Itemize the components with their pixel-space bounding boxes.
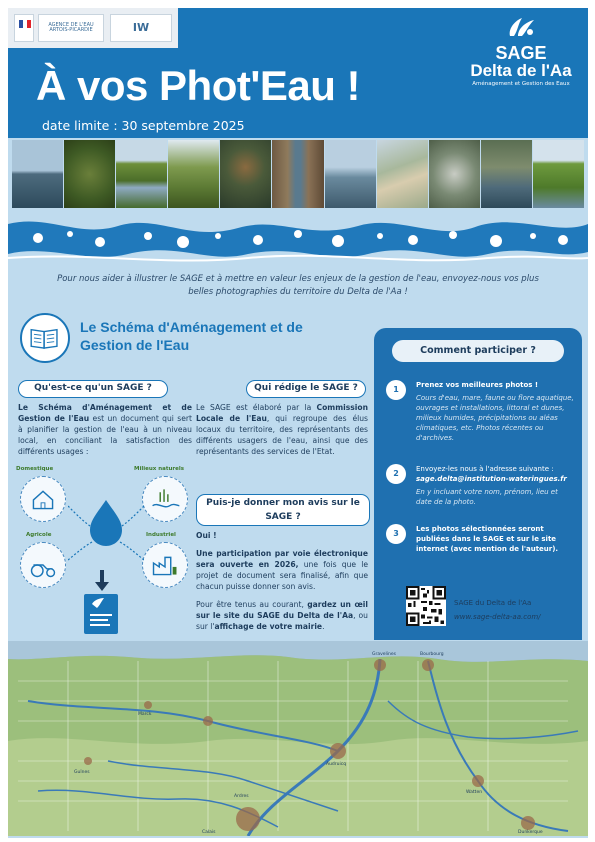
q3-p3c: . — [322, 622, 325, 631]
iw-logo-text: IW — [132, 20, 150, 34]
q3-p3 — [196, 599, 368, 632]
sage-logo — [466, 16, 576, 86]
photo-grebe — [220, 140, 271, 208]
photo-marais — [168, 140, 219, 208]
q3-p2-rest: une fois que le projet de document sera finalisé, afin que chacun puisse donner son avis. — [196, 560, 368, 591]
photo-heron — [429, 140, 480, 208]
q3-p3-bold: gardez un œil sur le site du SAGE du Delta de l'Aa — [196, 600, 368, 620]
website-url[interactable]: www.sage-delta-aa.com/ — [454, 613, 541, 621]
q2-text — [196, 402, 368, 457]
map-label-ardres: Ardres — [234, 794, 249, 799]
territory-map — [8, 641, 588, 836]
q2-text-bold: Commission Locale de l'Eau — [196, 403, 368, 423]
water-drop-icon — [68, 496, 144, 566]
iw-logo — [110, 14, 172, 42]
use-label-agricole: Agricole — [26, 532, 52, 538]
book-icon — [20, 313, 70, 363]
q1-text-rest: est un document qui sert à planifier la gestion de l'eau à un niveau local, en conciliant la satisfaction des différents usages : — [18, 414, 192, 456]
section-title: Le Schéma d'Aménagement et de Gestion de l'Eau — [80, 319, 303, 353]
step-1-lead: Prenez vos meilleures photos ! — [416, 381, 539, 389]
nature-icon — [142, 476, 188, 522]
q2-text-b: , qui regroupe des élus locaux du territoire, des représentants des différents usagers de l'eau, ainsi que des représentants des services de l'Etat. — [196, 414, 368, 456]
map-label-audruicq: Audruicq — [326, 762, 347, 767]
website-label: SAGE du Delta de l'Aa — [454, 599, 532, 607]
photo-bateaux — [325, 140, 376, 208]
q1-text — [18, 402, 192, 457]
photo-ecluse — [481, 140, 532, 208]
q3-p3b: , ou sur l' — [196, 611, 368, 631]
use-label-industriel: Industriel — [146, 532, 176, 538]
industry-icon — [142, 542, 188, 588]
intro-text: Pour nous aider à illustrer le SAGE et à mettre en valeur les enjeux de la gestion de l'eau, envoyez-nous vos plus belles photographies du territoire du Delta de l'Aa ! — [57, 274, 539, 297]
participation-title: Comment participer ? — [392, 340, 564, 362]
step-3 — [416, 524, 574, 554]
agriculture-icon — [20, 542, 66, 588]
q3-p2-bold: Une participation par voie électronique sera ouverte en 2026, — [196, 549, 368, 569]
q2-text-a: Le SAGE est élaboré par la — [196, 403, 317, 412]
photo-port — [12, 140, 63, 208]
qr-code[interactable] — [406, 586, 446, 626]
website-caption — [454, 596, 584, 624]
step-1-number: 1 — [386, 380, 406, 400]
deadline: date limite : 30 septembre 2025 — [42, 118, 245, 133]
q1-text-bold: Le Schéma d'Aménagement et de Gestion de l'Eau — [18, 403, 192, 423]
step-2-lead: Envoyez-les nous à l'adresse suivante : — [416, 465, 554, 473]
q1-title: Qu'est-ce qu'un SAGE ? — [18, 380, 168, 398]
photo-libellule — [64, 140, 115, 208]
q3-title: Puis-je donner mon avis sur le SAGE ? — [196, 494, 370, 526]
photo-littoral — [377, 140, 428, 208]
water-uses-diagram — [16, 466, 196, 636]
use-label-domestique: Domestique — [16, 466, 54, 472]
map-label-dunkerque: Dunkerque — [518, 830, 543, 835]
map-label-marck: Marck — [138, 712, 152, 717]
wave-ornament — [8, 208, 588, 268]
q3-p3-bold2: affichage de votre mairie — [214, 622, 323, 631]
step-2-note: En y incluant votre nom, prénom, lieu et date de la photo. — [416, 488, 558, 506]
arrow-down-icon — [94, 570, 110, 592]
partner-logos — [8, 8, 178, 48]
sage-brand: SAGE — [495, 43, 547, 63]
step-2-email[interactable]: sage.delta@institution-wateringues.fr — [416, 475, 567, 483]
step-3-number: 3 — [386, 524, 406, 544]
sage-place: Delta de l'Aa — [470, 61, 572, 80]
domestic-icon — [20, 476, 66, 522]
q3-p3a: Pour être tenus au courant, — [196, 600, 308, 609]
step-2 — [416, 464, 574, 507]
step-1-note: Cours d'eau, mare, faune ou flore aquatique, ouvrages et installations, littoral et dunes, milieux humides, précipitations ou aléas climatiques, etc. Photos récentes ou d'archives. — [416, 394, 574, 442]
sage-document-icon — [84, 594, 118, 634]
poster — [8, 8, 588, 838]
map-label-bourbourg: Bourbourg — [420, 652, 444, 657]
photo-wateringue — [533, 140, 584, 208]
step-2-number: 2 — [386, 464, 406, 484]
photo-canal — [116, 140, 167, 208]
header-band — [8, 8, 588, 138]
page-title: À vos Phot'Eau ! — [36, 62, 361, 109]
map-label-guines: Guînes — [74, 770, 90, 775]
step-3-lead: Les photos sélectionnées seront publiées dans le SAGE et sur le site internet (avec mention de l'auteur). — [416, 525, 559, 553]
map-label-calais: Calais — [202, 830, 216, 835]
agence-de-leau-logo — [38, 14, 104, 42]
map-label-gravelines: Gravelines — [372, 652, 396, 657]
agence-logo-text: AGENCE DE L'EAU ARTOIS-PICARDIE — [48, 21, 94, 33]
use-label-milieux: Milieux naturels — [134, 466, 185, 472]
q2-title: Qui rédige le SAGE ? — [246, 380, 366, 398]
water-drops-icon — [506, 16, 536, 38]
map-label-watten: Watten — [466, 790, 483, 795]
photo-rue-canal — [272, 140, 323, 208]
q3-text — [196, 530, 368, 639]
q3-p1 — [196, 530, 368, 541]
sage-subtitle: Aménagement et Gestion des Eaux — [472, 81, 570, 87]
photo-strip — [12, 140, 584, 208]
step-1 — [416, 380, 574, 443]
q3-oui: Oui ! — [196, 531, 217, 540]
q3-p2 — [196, 548, 368, 592]
republique-francaise-logo — [14, 14, 34, 42]
